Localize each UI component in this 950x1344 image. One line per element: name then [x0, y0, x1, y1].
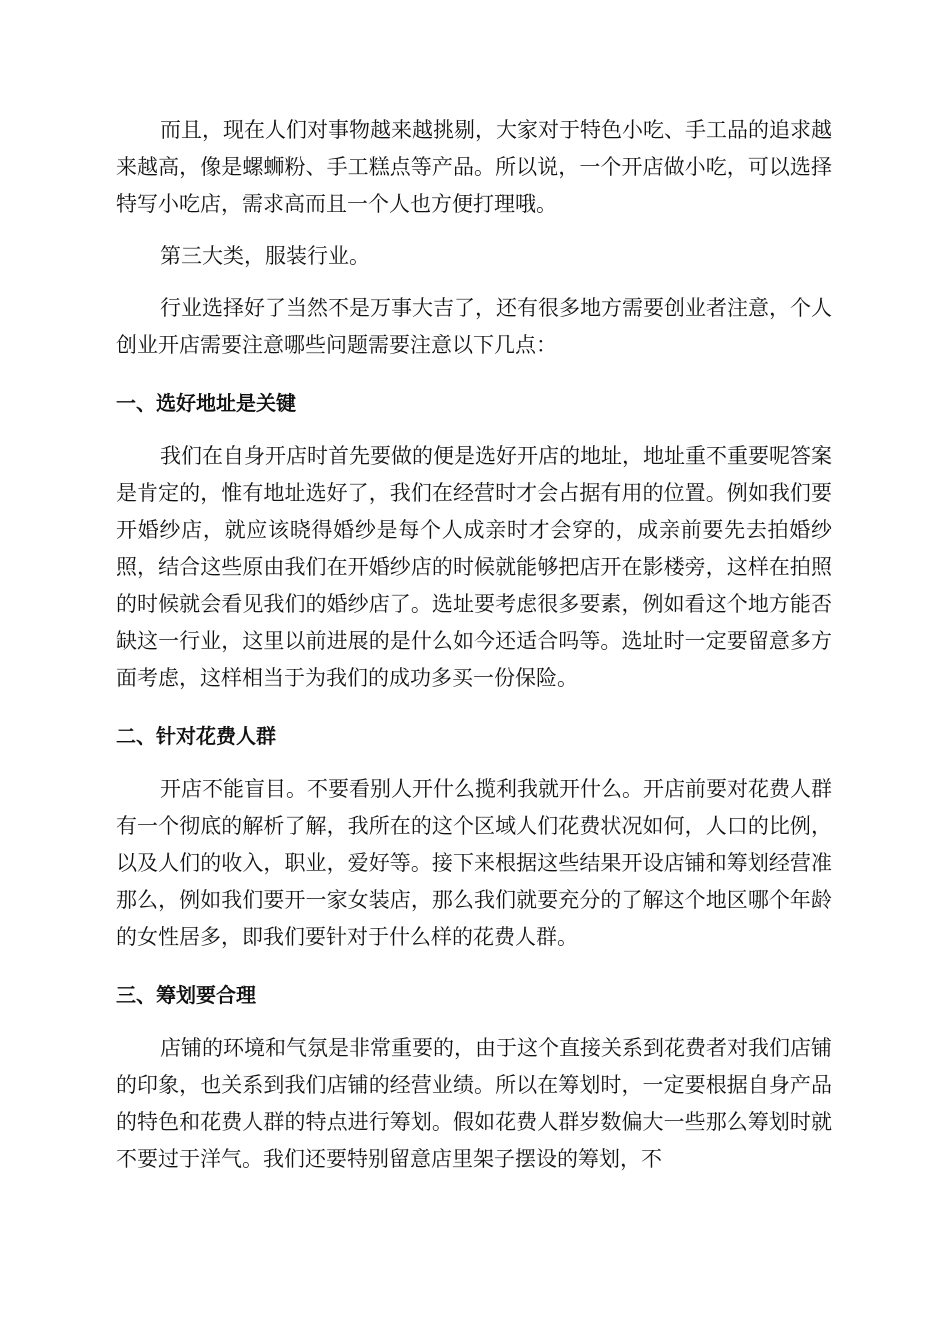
document-page: [116, 112, 832, 1193]
paragraph-notes-intro: 行业选择好了当然不是万事大吉了，还有很多地方需要创业者注意，个人创业开店需要注意哪些问题需要注意以下几点：: [116, 296, 832, 357]
section-heading-customers: 二、针对花费人群: [116, 724, 276, 748]
section-heading-planning: 三、筹划要合理: [116, 983, 256, 1007]
section-heading-location: 一、选好地址是关键: [116, 391, 296, 415]
paragraph-clothing-category: 第三大类，服装行业。: [160, 244, 370, 268]
paragraph-customers: 开店不能盲目。不要看别人开什么揽利我就开什么。开店前要对花费人群有一个彻底的解析了解，我所在的这个区域人们花费状况如何，人口的比例，以及人们的收入，职业，爱好等。接下来根据这些结果开设店铺和筹划经营准那么，例如我们要开一家女装店，那么我们就要充分的了解这个地区哪个年龄的女性居多，即我们要针对于什么样的花费人群。: [116, 777, 832, 949]
paragraph-planning: 店铺的环境和气氛是非常重要的，由于这个直接关系到花费者对我们店铺的印象，也关系到我们店铺的经营业绩。所以在筹划时，一定要根据自身产品的特色和花费人群的特点进行筹划。假如花费人群岁数偏大一些那么筹划时就不要过于洋气。我们还要特别留意店里架子摆设的筹划，不: [116, 1036, 832, 1171]
paragraph-snacks: 而且，现在人们对事物越来越挑剔，大家对于特色小吃、手工品的追求越来越高，像是螺蛳粉、手工糕点等产品。所以说，一个开店做小吃，可以选择特写小吃店，需求高而且一个人也方便打理哦。: [116, 118, 832, 216]
paragraph-location: 我们在自身开店时首先要做的便是选好开店的地址，地址重不重要呢答案是肯定的，惟有地址选好了，我们在经营时才会占据有用的位置。例如我们要开婚纱店，就应该晓得婚纱是每个人成亲时才会穿的，成亲前要先去拍婚纱照，结合这些原由我们在开婚纱店的时候就能够把店开在影楼旁，这样在拍照的时候就会看见我们的婚纱店了。选址要考虑很多要素，例如看这个地方能否缺这一行业，这里以前进展的是什么如今还适合吗等。选址时一定要留意多方面考虑，这样相当于为我们的成功多买一份保险。: [116, 444, 832, 690]
